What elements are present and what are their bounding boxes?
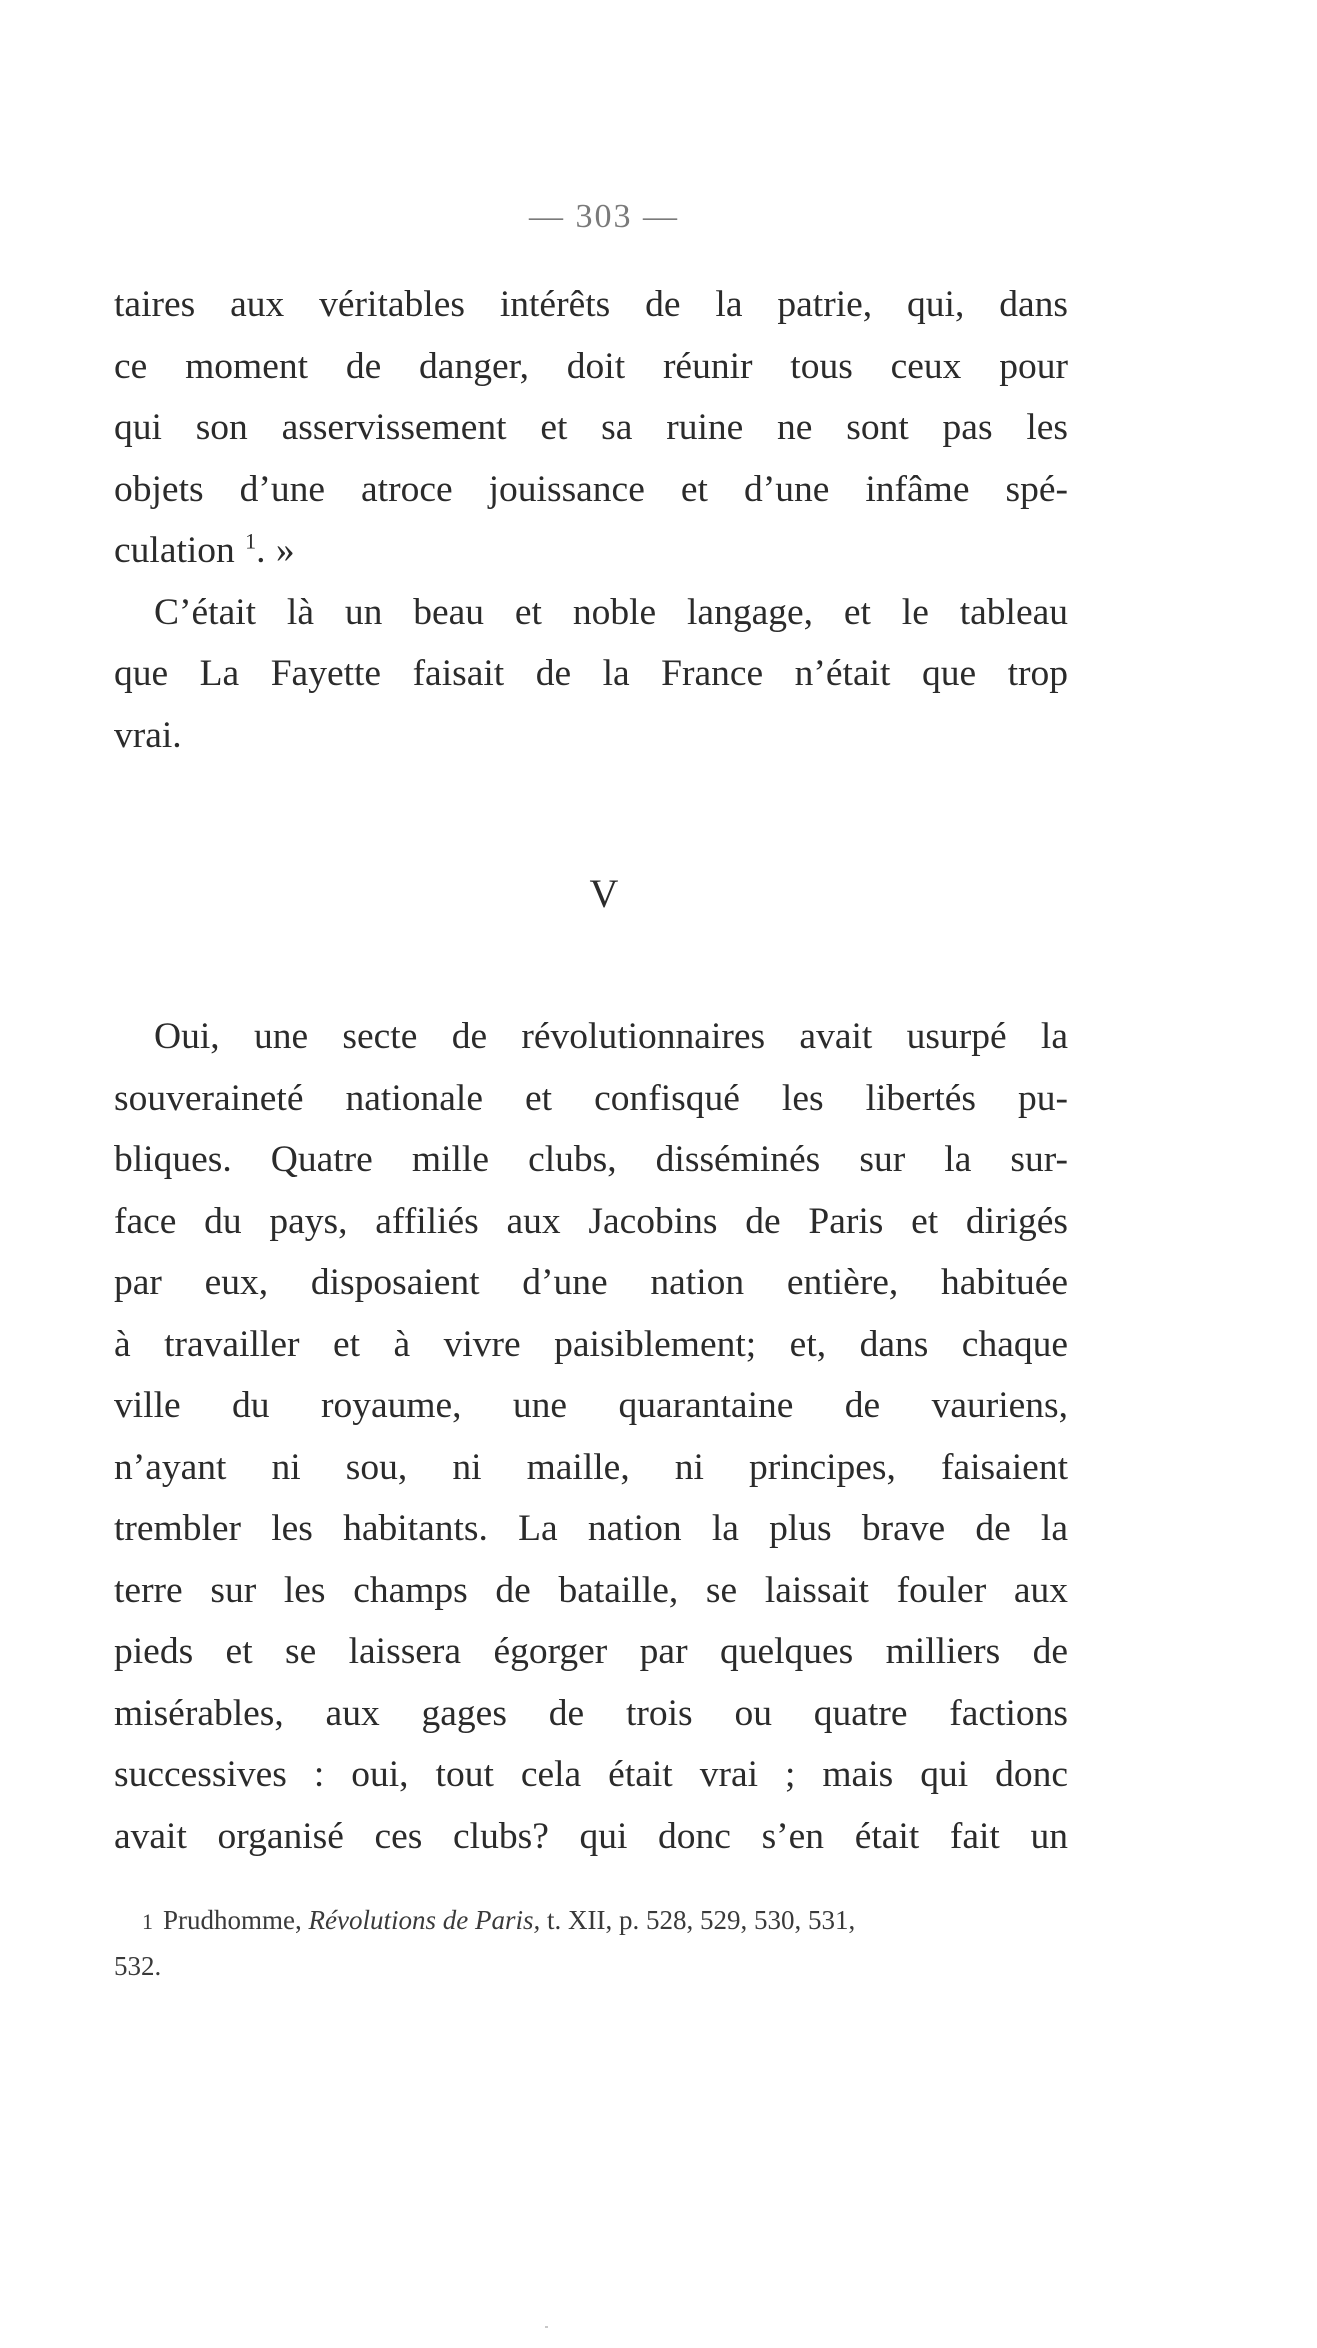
- text-line: Oui, une secte de révolutionnaires avait usurpé la: [154, 1016, 1068, 1057]
- footnote: [114, 1898, 1068, 1988]
- text-block-top: [114, 274, 1068, 766]
- text-line: taires aux véritables intérêts de la patrie, qui, dans: [114, 284, 1068, 325]
- text-line: C’était là un beau et noble langage, et le tableau: [154, 591, 1068, 633]
- footnote-reference-text: t. XII, p. 528, 529, 530, 531,: [546, 1905, 856, 1935]
- text-line: avait organisé ces clubs? qui donc s’en était fait un: [114, 1815, 1068, 1857]
- text-fragment: culation: [114, 530, 235, 571]
- text-line: n’ayant ni sou, ni maille, ni principes, faisaient: [114, 1446, 1068, 1488]
- text-line: trembler les habitants. La nation la plus brave de la: [114, 1508, 1068, 1549]
- text-line: qui son asservissement et sa ruine ne sont pas les: [114, 407, 1068, 448]
- text-line: face du pays, affiliés aux Jacobins de Paris et dirigés: [114, 1200, 1068, 1242]
- paper-speck: [545, 2326, 548, 2328]
- paragraph-continued: [114, 274, 1068, 582]
- text-line: souveraineté nationale et confisqué les libertés pu-: [114, 1077, 1068, 1119]
- footnote-marker: 1: [142, 1909, 153, 1934]
- text-line: à travailler et à vivre paisiblement; et, dans chaque: [114, 1323, 1068, 1365]
- paragraph: [114, 582, 1068, 767]
- page-number: — 303 —: [529, 198, 679, 235]
- footnote-line: [114, 1898, 1068, 1944]
- text-line: que La Fayette faisait de la France n’était que trop: [114, 653, 1068, 694]
- text-line: terre sur les champs de bataille, se laissait fouler aux: [114, 1569, 1068, 1611]
- text-line: ville du royaume, une quarantaine de vauriens,: [114, 1385, 1068, 1426]
- paragraph: [114, 1006, 1068, 1867]
- footnote-line: 532.: [114, 1951, 162, 1981]
- text-line: successives : oui, tout cela était vrai ; mais qui donc: [114, 1754, 1068, 1795]
- text-line: par eux, disposaient d’une nation entière, habituée: [114, 1262, 1068, 1303]
- footnote-reference: 1: [245, 528, 257, 554]
- text-block-section: [114, 1006, 1068, 1867]
- section-heading: V: [589, 871, 619, 916]
- text-line: bliques. Quatre mille clubs, disséminés sur la sur-: [114, 1139, 1068, 1180]
- footnote-author: Prudhomme,: [163, 1905, 302, 1935]
- text-fragment: . »: [256, 530, 295, 571]
- text-line: objets d’une atroce jouissance et d’une infâme spé-: [114, 468, 1068, 510]
- text-line: vrai.: [114, 714, 182, 756]
- text-line: misérables, aux gages de trois ou quatre factions: [114, 1692, 1068, 1734]
- text-line: pieds et se laissera égorger par quelques milliers de: [114, 1631, 1068, 1672]
- footnote-title: Révolutions de Paris,: [308, 1905, 541, 1935]
- text-line: ce moment de danger, doit réunir tous ceux pour: [114, 345, 1068, 387]
- text-line: [114, 520, 1068, 582]
